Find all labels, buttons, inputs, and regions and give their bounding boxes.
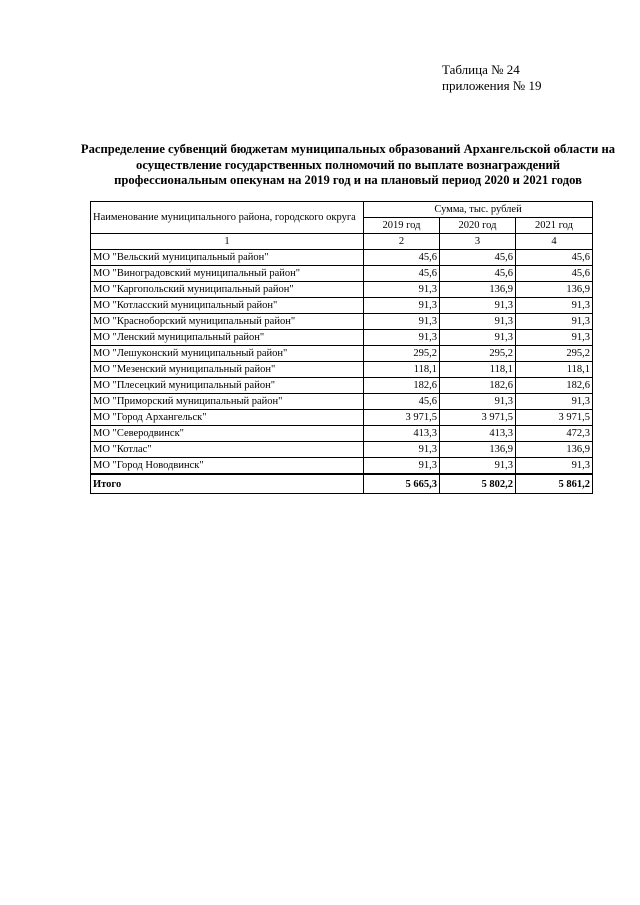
value-2021: 136,9	[516, 282, 593, 298]
value-2019: 45,6	[364, 250, 440, 266]
value-2019: 413,3	[364, 426, 440, 442]
value-2021: 91,3	[516, 314, 593, 330]
total-2019: 5 665,3	[364, 474, 440, 494]
col-number: 2	[364, 234, 440, 250]
table-row	[91, 250, 593, 266]
municipality-name: МО "Приморский муниципальный район"	[91, 394, 364, 410]
subsidy-table	[90, 201, 593, 494]
municipality-name: МО "Город Новодвинск"	[91, 458, 364, 475]
municipality-name: МО "Вельский муниципальный район"	[91, 250, 364, 266]
value-2021: 182,6	[516, 378, 593, 394]
col-number: 3	[440, 234, 516, 250]
value-2021: 91,3	[516, 458, 593, 475]
year-2019-header: 2019 год	[364, 218, 440, 234]
municipality-name: МО "Мезенский муниципальный район"	[91, 362, 364, 378]
value-2019: 45,6	[364, 394, 440, 410]
value-2020: 3 971,5	[440, 410, 516, 426]
value-2021: 136,9	[516, 442, 593, 458]
municipality-name: МО "Ленский муниципальный район"	[91, 330, 364, 346]
table-row	[91, 458, 593, 475]
value-2020: 118,1	[440, 362, 516, 378]
table-row	[91, 282, 593, 298]
table-row	[91, 314, 593, 330]
col-number: 1	[91, 234, 364, 250]
total-2021: 5 861,2	[516, 474, 593, 494]
table-row	[91, 298, 593, 314]
value-2021: 3 971,5	[516, 410, 593, 426]
value-2020: 45,6	[440, 266, 516, 282]
value-2021: 91,3	[516, 330, 593, 346]
table-row	[91, 394, 593, 410]
value-2020: 413,3	[440, 426, 516, 442]
table-row	[91, 426, 593, 442]
table-number: Таблица № 24	[442, 62, 520, 77]
year-2020-header: 2020 год	[440, 218, 516, 234]
value-2019: 91,3	[364, 282, 440, 298]
value-2021: 45,6	[516, 250, 593, 266]
value-2019: 295,2	[364, 346, 440, 362]
column-number-row	[91, 234, 593, 250]
table-row	[91, 410, 593, 426]
value-2019: 182,6	[364, 378, 440, 394]
sum-header: Сумма, тыс. рублей	[364, 202, 593, 218]
value-2021: 295,2	[516, 346, 593, 362]
municipality-name: МО "Каргопольский муниципальный район"	[91, 282, 364, 298]
municipality-name: МО "Северодвинск"	[91, 426, 364, 442]
table-row	[91, 266, 593, 282]
municipality-name: МО "Котласский муниципальный район"	[91, 298, 364, 314]
value-2020: 91,3	[440, 394, 516, 410]
value-2021: 45,6	[516, 266, 593, 282]
table-row	[91, 378, 593, 394]
value-2019: 91,3	[364, 330, 440, 346]
value-2019: 91,3	[364, 442, 440, 458]
year-2021-header: 2021 год	[516, 218, 593, 234]
value-2021: 118,1	[516, 362, 593, 378]
value-2019: 91,3	[364, 458, 440, 475]
value-2021: 472,3	[516, 426, 593, 442]
municipality-name: МО "Город Архангельск"	[91, 410, 364, 426]
value-2019: 91,3	[364, 314, 440, 330]
table-reference	[442, 62, 541, 94]
total-row	[91, 474, 593, 494]
value-2020: 91,3	[440, 458, 516, 475]
value-2020: 91,3	[440, 330, 516, 346]
value-2020: 45,6	[440, 250, 516, 266]
value-2020: 136,9	[440, 442, 516, 458]
table-header-row	[91, 202, 593, 218]
value-2020: 182,6	[440, 378, 516, 394]
total-2020: 5 802,2	[440, 474, 516, 494]
municipality-name: МО "Плесецкий муниципальный район"	[91, 378, 364, 394]
municipality-name: МО "Красноборский муниципальный район"	[91, 314, 364, 330]
col-number: 4	[516, 234, 593, 250]
value-2020: 91,3	[440, 314, 516, 330]
value-2019: 91,3	[364, 298, 440, 314]
document-title: Распределение субвенций бюджетам муниципальных образований Архангельской области на осуществление государственных полномочий по выплате вознаграждений профессиональным опекунам на 2019 год и на плановый период 2020 и 2021 годов	[80, 142, 616, 187]
value-2019: 118,1	[364, 362, 440, 378]
col-name-header: Наименование муниципального района, городского округа	[91, 202, 364, 234]
table-row	[91, 442, 593, 458]
municipality-name: МО "Котлас"	[91, 442, 364, 458]
value-2019: 3 971,5	[364, 410, 440, 426]
table-row	[91, 330, 593, 346]
value-2020: 136,9	[440, 282, 516, 298]
value-2019: 45,6	[364, 266, 440, 282]
value-2021: 91,3	[516, 394, 593, 410]
table-row	[91, 346, 593, 362]
value-2021: 91,3	[516, 298, 593, 314]
value-2020: 295,2	[440, 346, 516, 362]
table-row	[91, 362, 593, 378]
appendix-number: приложения № 19	[442, 78, 542, 93]
total-label: Итого	[91, 474, 364, 494]
municipality-name: МО "Виноградовский муниципальный район"	[91, 266, 364, 282]
value-2020: 91,3	[440, 298, 516, 314]
municipality-name: МО "Лешуконский муниципальный район"	[91, 346, 364, 362]
